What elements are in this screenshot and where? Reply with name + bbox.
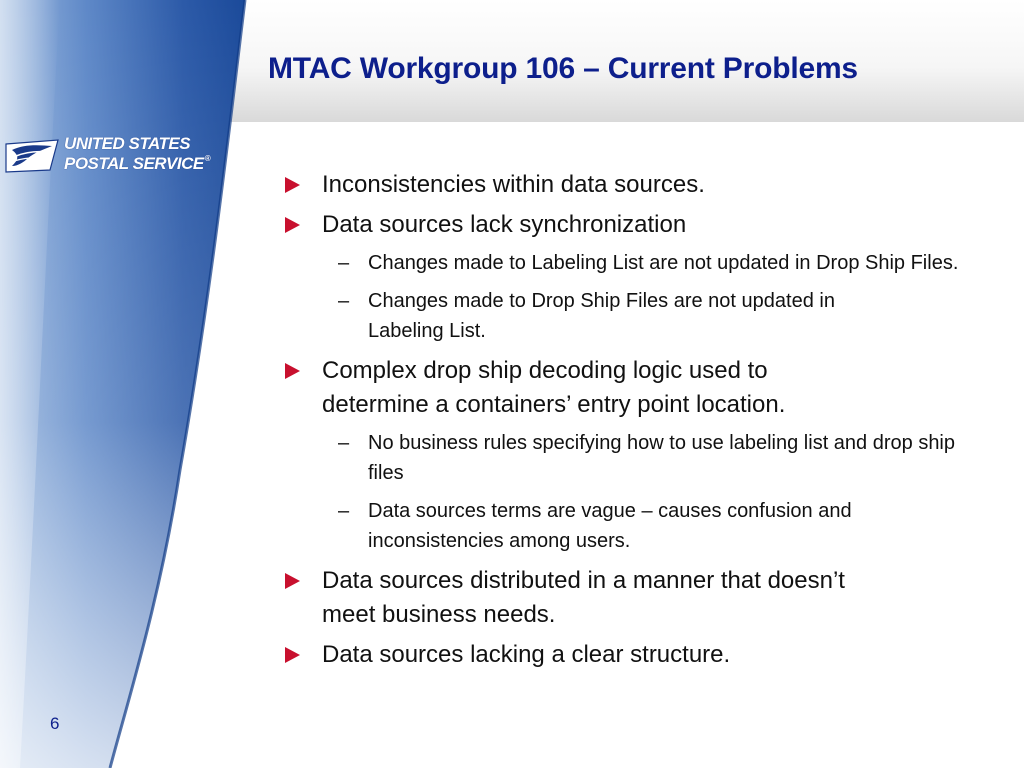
sub-bullet-text: Changes made to Labeling List are not updated in Drop Ship Files.	[368, 252, 959, 274]
dash-marker: –	[338, 500, 350, 522]
sub-bullet-item	[280, 286, 960, 346]
bullet-text: Complex drop ship decoding logic used to determine a containers’ entry point location.	[322, 357, 786, 418]
bullet-text: Data sources lacking a clear structure.	[322, 641, 731, 668]
page-number: 6	[50, 714, 60, 733]
bullet-item	[280, 208, 960, 242]
registered-mark: ®	[204, 154, 211, 163]
bullet-list	[280, 168, 960, 678]
sub-bullet-text: Data sources terms are vague – causes confusion and inconsistencies among users.	[368, 500, 852, 552]
logo-line-1: UNITED STATES	[64, 134, 191, 153]
bullet-item	[280, 564, 960, 632]
bullet-text: Data sources distributed in a manner that doesn’t meet business needs.	[322, 567, 845, 628]
bullet-item	[280, 354, 960, 422]
bullet-text: Data sources lack synchronization	[322, 211, 687, 238]
sub-bullet-item	[280, 496, 960, 556]
sub-bullet-item	[280, 428, 960, 488]
usps-logo	[4, 132, 218, 180]
triangle-right-icon	[285, 647, 300, 663]
triangle-right-icon	[285, 363, 300, 379]
bullet-text: Inconsistencies within data sources.	[322, 171, 705, 198]
dash-marker: –	[338, 432, 350, 454]
triangle-right-icon	[285, 573, 300, 589]
logo-line-2	[64, 154, 210, 174]
left-decorative-band	[0, 0, 280, 768]
bullet-item	[280, 168, 960, 202]
logo-line-2-text: POSTAL SERVICE	[64, 154, 204, 173]
triangle-right-icon	[285, 177, 300, 193]
bullet-item	[280, 638, 960, 672]
sub-bullet-text: Changes made to Drop Ship Files are not updated in Labeling List.	[368, 290, 835, 342]
dash-marker: –	[338, 290, 350, 312]
sub-bullet-item	[280, 248, 960, 278]
sub-bullet-text: No business rules specifying how to use labeling list and drop ship files	[368, 432, 956, 484]
slide-title: MTAC Workgroup 106 – Current Problems	[268, 52, 858, 85]
triangle-right-icon	[285, 217, 300, 233]
eagle-logo-icon	[4, 136, 64, 176]
dash-marker: –	[338, 252, 350, 274]
